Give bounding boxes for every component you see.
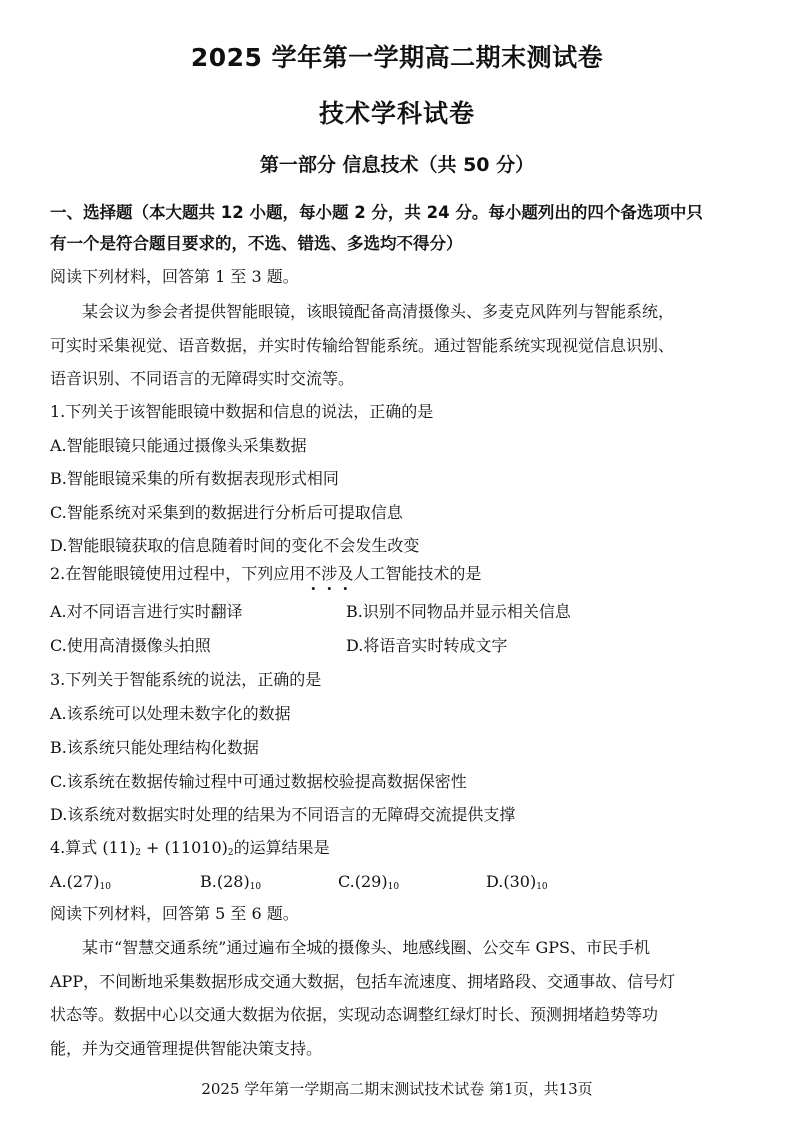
q2-option-b: B.识别不同物品并显示相关信息 [346, 602, 571, 621]
q4-option-c: $C.(29)_{10}$ [338, 872, 400, 892]
q2-stem-post: 人工智能技术的是 [353, 564, 482, 583]
material1-intro: 阅读下列材料，回答第 1 至 3 题。 [50, 267, 299, 286]
material2-intro: 阅读下列材料，回答第 5 至 6 题。 [50, 904, 299, 923]
q3-option-c: C.该系统在数据传输过程中可通过数据校验提高数据保密性 [50, 772, 467, 791]
q2-emphasis-1: 不 [305, 564, 322, 583]
q3-option-d: D.该系统对数据实时处理的结果为不同语言的无障碍交流提供支撑 [50, 805, 516, 824]
q1-option-d: D.智能眼镜获取的信息随着时间的变化不会发生改变 [50, 536, 420, 555]
q3-option-b: B.该系统只能处理结构化数据 [50, 738, 259, 757]
q1-option-b: B.智能眼镜采集的所有数据表现形式相同 [50, 469, 339, 488]
q4-stem-mid: + (11010) [140, 838, 228, 857]
material2-line1: 某市“智慧交通系统”通过遍布全城的摄像头、地感线圈、公交车 GPS、市民手机 [82, 938, 650, 957]
q2-emphasis-2: 涉 [321, 564, 338, 583]
q4-base-b: 2 [227, 848, 234, 858]
q2-stem-pre: 2.在智能眼镜使用过程中，下列应用 [50, 564, 306, 583]
section-heading-line1: 一、选择题（本大题共 12 小题，每小题 2 分，共 24 分。每小题列出的四个备选项中只 [50, 203, 703, 222]
material1-line3: 语音识别、不同语言的无障碍实时交流等。 [50, 369, 355, 388]
section-heading-line2: 有一个是符合题目要求的，不选、错选、多选均不得分） [50, 234, 463, 253]
q4-option-a: $A.(27)_{10}$ [50, 872, 111, 892]
page-footer: 2025 学年第一学期高二期末测试技术试卷 第1页，共13页 [201, 1080, 593, 1098]
q1-option-a: A.智能眼镜只能通过摄像头采集数据 [50, 436, 307, 455]
part-heading: 第一部分 信息技术（共 50 分） [259, 154, 535, 176]
q4-option-b: $B.(28)_{10}$ [200, 872, 262, 892]
q2-stem [50, 563, 481, 585]
q3-stem: 3.下列关于智能系统的说法，正确的是 [50, 670, 322, 689]
q1-stem: 1.下列关于该智能眼镜中数据和信息的说法，正确的是 [50, 402, 434, 421]
subject-title: 技术学科试卷 [318, 99, 475, 128]
material2-line2: APP，不间断地采集数据形成交通大数据，包括车流速度、拥堵路段、交通事故、信号灯 [50, 972, 676, 991]
q4-option-d: $D.(30)_{10}$ [486, 872, 548, 892]
q2-option-d: D.将语音实时转成文字 [346, 636, 508, 655]
material1-line1: 某会议为参会者提供智能眼镜，该眼镜配备高清摄像头、多麦克风阵列与智能系统， [82, 302, 675, 321]
q2-option-c: C.使用高清摄像头拍照 [50, 636, 211, 655]
material2-line4: 能，并为交通管理提供智能决策支持。 [50, 1039, 323, 1058]
material2-line3: 状态等。数据中心以交通大数据为依据，实现动态调整红绿灯时长、预测拥堵趋势等功 [50, 1005, 659, 1024]
q4-stem-pre: 4.算式 (11) [50, 838, 136, 857]
q2-emphasis-3: 及 [337, 564, 354, 583]
q3-option-a: A.该系统可以处理未数字化的数据 [50, 704, 291, 723]
q1-option-c: C.智能系统对采集到的数据进行分析后可提取信息 [50, 503, 403, 522]
q4-stem [50, 837, 330, 864]
q4-stem-post: 的运算结果是 [233, 838, 330, 857]
q4-base-a: 2 [135, 848, 141, 858]
exam-title: 2025 学年第一学期高二期末测试卷 [190, 43, 604, 72]
material1-line2: 可实时采集视觉、语音数据，并实时传输给智能系统。通过智能系统实现视觉信息识别、 [50, 336, 675, 355]
q2-option-a: A.对不同语言进行实时翻译 [50, 602, 243, 621]
